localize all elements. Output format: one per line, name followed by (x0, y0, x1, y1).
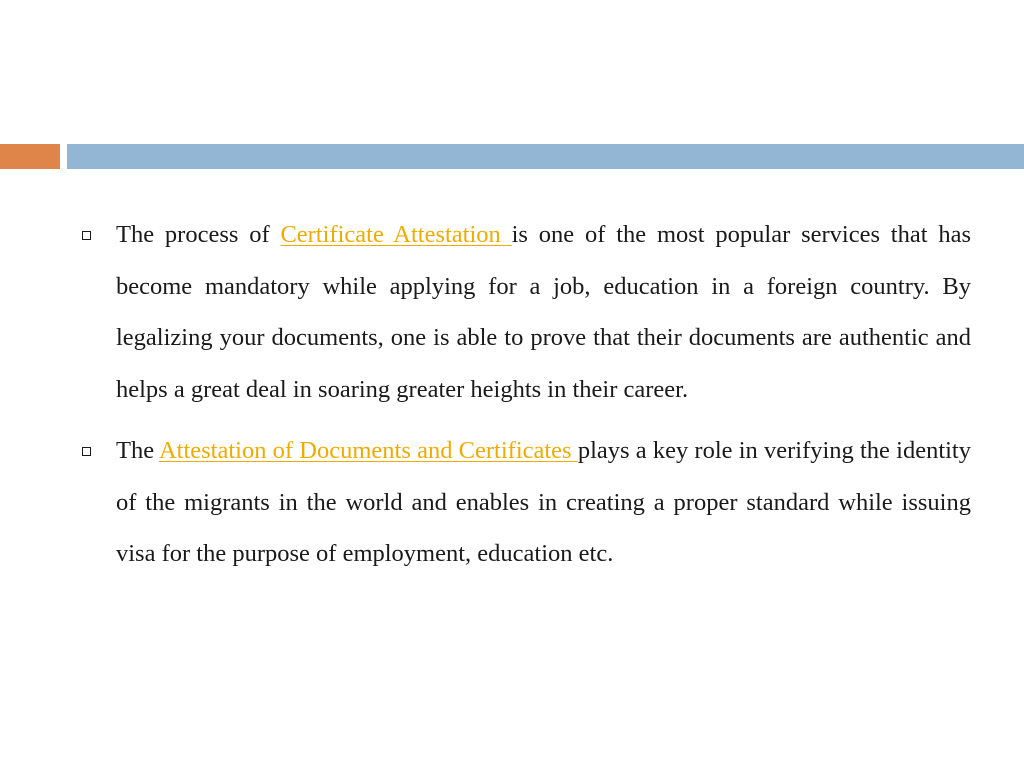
slide-content (78, 209, 971, 590)
bullet-item-2 (78, 425, 971, 580)
header-accent-orange (0, 144, 60, 169)
bullet-1-text-before: The process of (116, 221, 281, 248)
bullet-2-text-after: plays a key role in verifying the identity of the migrants in the world and enables in creating a proper standard while issuing visa for the purpose of employment, education etc. (116, 437, 971, 567)
attestation-of-documents-link[interactable]: Attestation of Documents and Certificates (158, 437, 578, 464)
certificate-attestation-link[interactable]: Certificate Attestation (280, 221, 512, 248)
bullet-1-text-after: is one of the most popular services that has become mandatory while applying for a job, education in a foreign country. By legalizing your documents, one is able to prove that their documents are authentic and helps a great deal in soaring greater heights in their career. (116, 221, 972, 403)
bullet-item-1 (78, 209, 971, 415)
square-bullet-icon (82, 447, 91, 456)
square-bullet-icon (82, 231, 91, 240)
header-accent-blue (67, 144, 1024, 169)
header-decoration-bar (0, 144, 1024, 169)
bullet-2-text-before: The (116, 437, 159, 464)
